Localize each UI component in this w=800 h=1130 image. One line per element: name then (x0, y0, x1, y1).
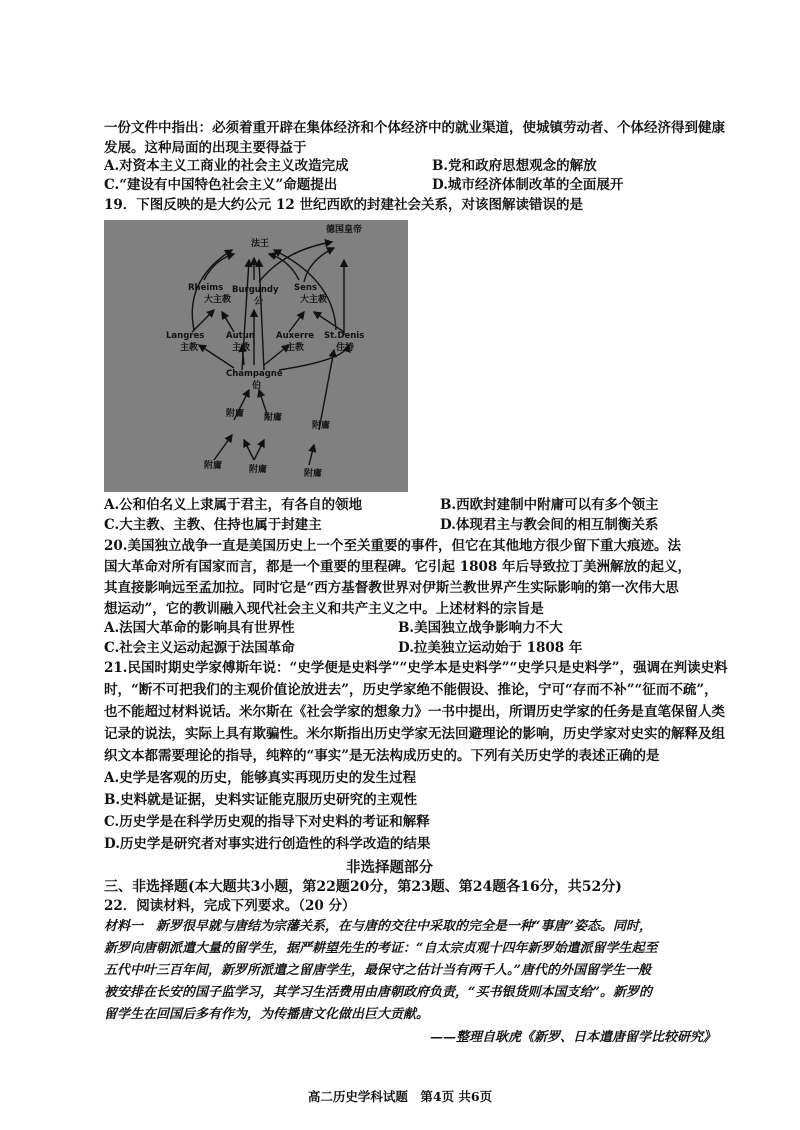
intro-line-1: 一份文件中指出：必须着重开辟在集体经济和个体经济中的就业渠道，使城镇劳动者、个体经济得到健康 (104, 120, 725, 136)
section-title: 非选择题部分 (346, 859, 433, 876)
q22-material-line-4: 被安排在长安的国子监学习，其学习生活费用由唐朝政府负责，“买书银货则本国支给”。新罗的 (104, 985, 652, 1000)
label-burgundy: Burgundy (232, 285, 279, 295)
q20-option-c: C.社会主义运动起源于法国革命 (104, 640, 295, 656)
q22-material-line-3: 五代中叶三百年间，新罗所派遣之留唐学生，最保守之估计当有两千人。”唐代的外国留学生一般 (104, 963, 651, 978)
svg-text:德国皇帝: 德国皇帝 (326, 225, 363, 235)
feudal-relations-diagram (104, 220, 408, 492)
label-vassal-5: 附庸 (249, 465, 268, 475)
label-rheims: Rheims (188, 283, 224, 293)
q20-option-b: B.美国独立战争影响力不大 (398, 620, 563, 636)
q22-material-line-5: 留学生在回国后多有作为，为传播唐文化做出巨大贡献。 (104, 1007, 430, 1022)
diagram-background (104, 220, 408, 492)
label-vassal-2: 附庸 (264, 413, 283, 423)
label-sens-cn: 大主教 (300, 295, 328, 305)
section-heading: 三、非选择题(本大题共3小题，第22题20分，第23题、第24题各16分，共52分) (104, 879, 622, 895)
q20-option-d: D.拉美独立运动始于 1808 年 (398, 640, 583, 656)
q22-source: ——整理自耿虎《新罗、日本遣唐留学比较研究》 (429, 1030, 716, 1045)
label-vassal-4: 附庸 (204, 461, 223, 471)
intro-option-c: C.“建设有中国特色社会主义”命题提出 (104, 177, 338, 193)
intro-line-2: 发展。这种局面的出现主要得益于 (104, 140, 307, 156)
label-deguo (326, 223, 362, 235)
label-fawang: 法王 (251, 239, 270, 249)
q20-line-2: 国大革命对所有国家而言，都是一个重要的里程碑。它引起 1808 年后导致拉丁美洲解放的起义， (104, 559, 691, 575)
label-langres-cn: 主教 (180, 343, 199, 353)
q21-option-c: C.历史学是在科学历史观的指导下对史料的考证和解释 (104, 814, 430, 830)
intro-option-a: A.对资本主义工商业的社会主义改造完成 (104, 158, 349, 174)
q22-material-line-1: 材料一 新罗很早就与唐结为宗藩关系，在与唐的交往中采取的完全是一种“事唐”姿态。同时， (104, 919, 652, 934)
label-langres: Langres (166, 331, 205, 341)
q21-line-3: 也不能超过材料说话。米尔斯在《社会学家的想象力》一书中提出，所谓历史学家的任务是直笔保留人类 (104, 704, 725, 720)
page-footer: 高二历史学科试题 第4页 共6页 (307, 1089, 493, 1104)
label-vassal-6: 附庸 (304, 469, 323, 479)
q21-line-2: 时，“断不可把我们的主观价值论放进去”，历史学家绝不能假设、推论，宁可“存而不补”“征而不疏”， (104, 682, 718, 698)
q19-option-d: D.体现君主与教会间的相互制衡关系 (440, 517, 659, 533)
label-auxerre: Auxerre (276, 331, 315, 341)
label-auxerre-cn: 主教 (286, 343, 305, 353)
q20-line-3: 其直接影响远至孟加拉。同时它是“西方基督教世界对伊斯兰教世界产生实际影响的第一次伟大思 (104, 580, 679, 596)
label-stdenis-cn: 住持 (336, 343, 355, 353)
label-sens: Sens (294, 283, 317, 293)
feudal-diagram-svg (104, 220, 408, 492)
q21-option-a: A.史学是客观的历史，能够真实再现历史的发生过程 (104, 770, 417, 786)
q22-stem: 22．阅读材料，完成下列要求。（20 分） (104, 898, 356, 914)
q20-option-a: A.法国大革命的影响具有世界性 (104, 620, 295, 636)
q21-line-4: 记录的说法，实际上具有欺骗性。米尔斯指出历史学家无法回避理论的影响，历史学家对史实的解释及组 (104, 726, 725, 742)
label-stdenis: St.Denis (324, 331, 365, 341)
q19-option-a: A.公和伯名义上隶属于君主，有各自的领地 (104, 497, 363, 513)
label-autun: Autun (226, 331, 255, 341)
q21-line-1: 21.民国时期史学家傅斯年说：“史学便是史料学”“史学本是史料学”“史学只是史料学”，强调在判读史料 (104, 660, 728, 676)
q19-stem: 19．下图反映的是大约公元 12 世纪西欧的封建社会关系，对该图解读错误的是 (104, 197, 583, 213)
label-autun-cn: 主教 (232, 343, 251, 353)
q21-line-5: 织文本都需要理论的指导，纯粹的“事实”是无法构成历史的。下列有关历史学的表述正确的是 (104, 748, 660, 764)
label-burgundy-cn: 公 (254, 297, 264, 307)
q19-option-b: B.西欧封建制中附庸可以有多个领主 (440, 497, 659, 513)
q20-line-4: 想运动”，它的教训融入现代社会主义和共产主义之中。上述材料的宗旨是 (104, 601, 544, 617)
q19-option-c: C.大主教、主教、住持也属于封建主 (104, 517, 322, 533)
label-rheims-cn: 大主教 (204, 295, 232, 305)
q21-option-b: B.史料就是证据，史料实证能克服历史研究的主观性 (104, 792, 418, 808)
label-champagne: Champagne (226, 369, 283, 379)
q22-material-line-2: 新罗向唐朝派遣大量的留学生，据严耕望先生的考证：“自太宗贞观十四年新罗始遣派留学生起至 (104, 941, 658, 956)
label-champagne-cn: 伯 (252, 381, 262, 391)
intro-option-d: D.城市经济体制改革的全面展开 (432, 177, 624, 193)
q21-option-d: D.历史学是研究者对事实进行创造性的科学改造的结果 (104, 836, 431, 852)
label-vassal-3: 附庸 (312, 421, 331, 431)
q20-line-1: 20.美国独立战争一直是美国历史上一个至关重要的事件，但它在其他地方很少留下重大痕迹。法 (104, 538, 681, 554)
intro-option-b: B.党和政府思想观念的解放 (432, 158, 597, 174)
label-vassal-1: 附庸 (226, 409, 245, 419)
